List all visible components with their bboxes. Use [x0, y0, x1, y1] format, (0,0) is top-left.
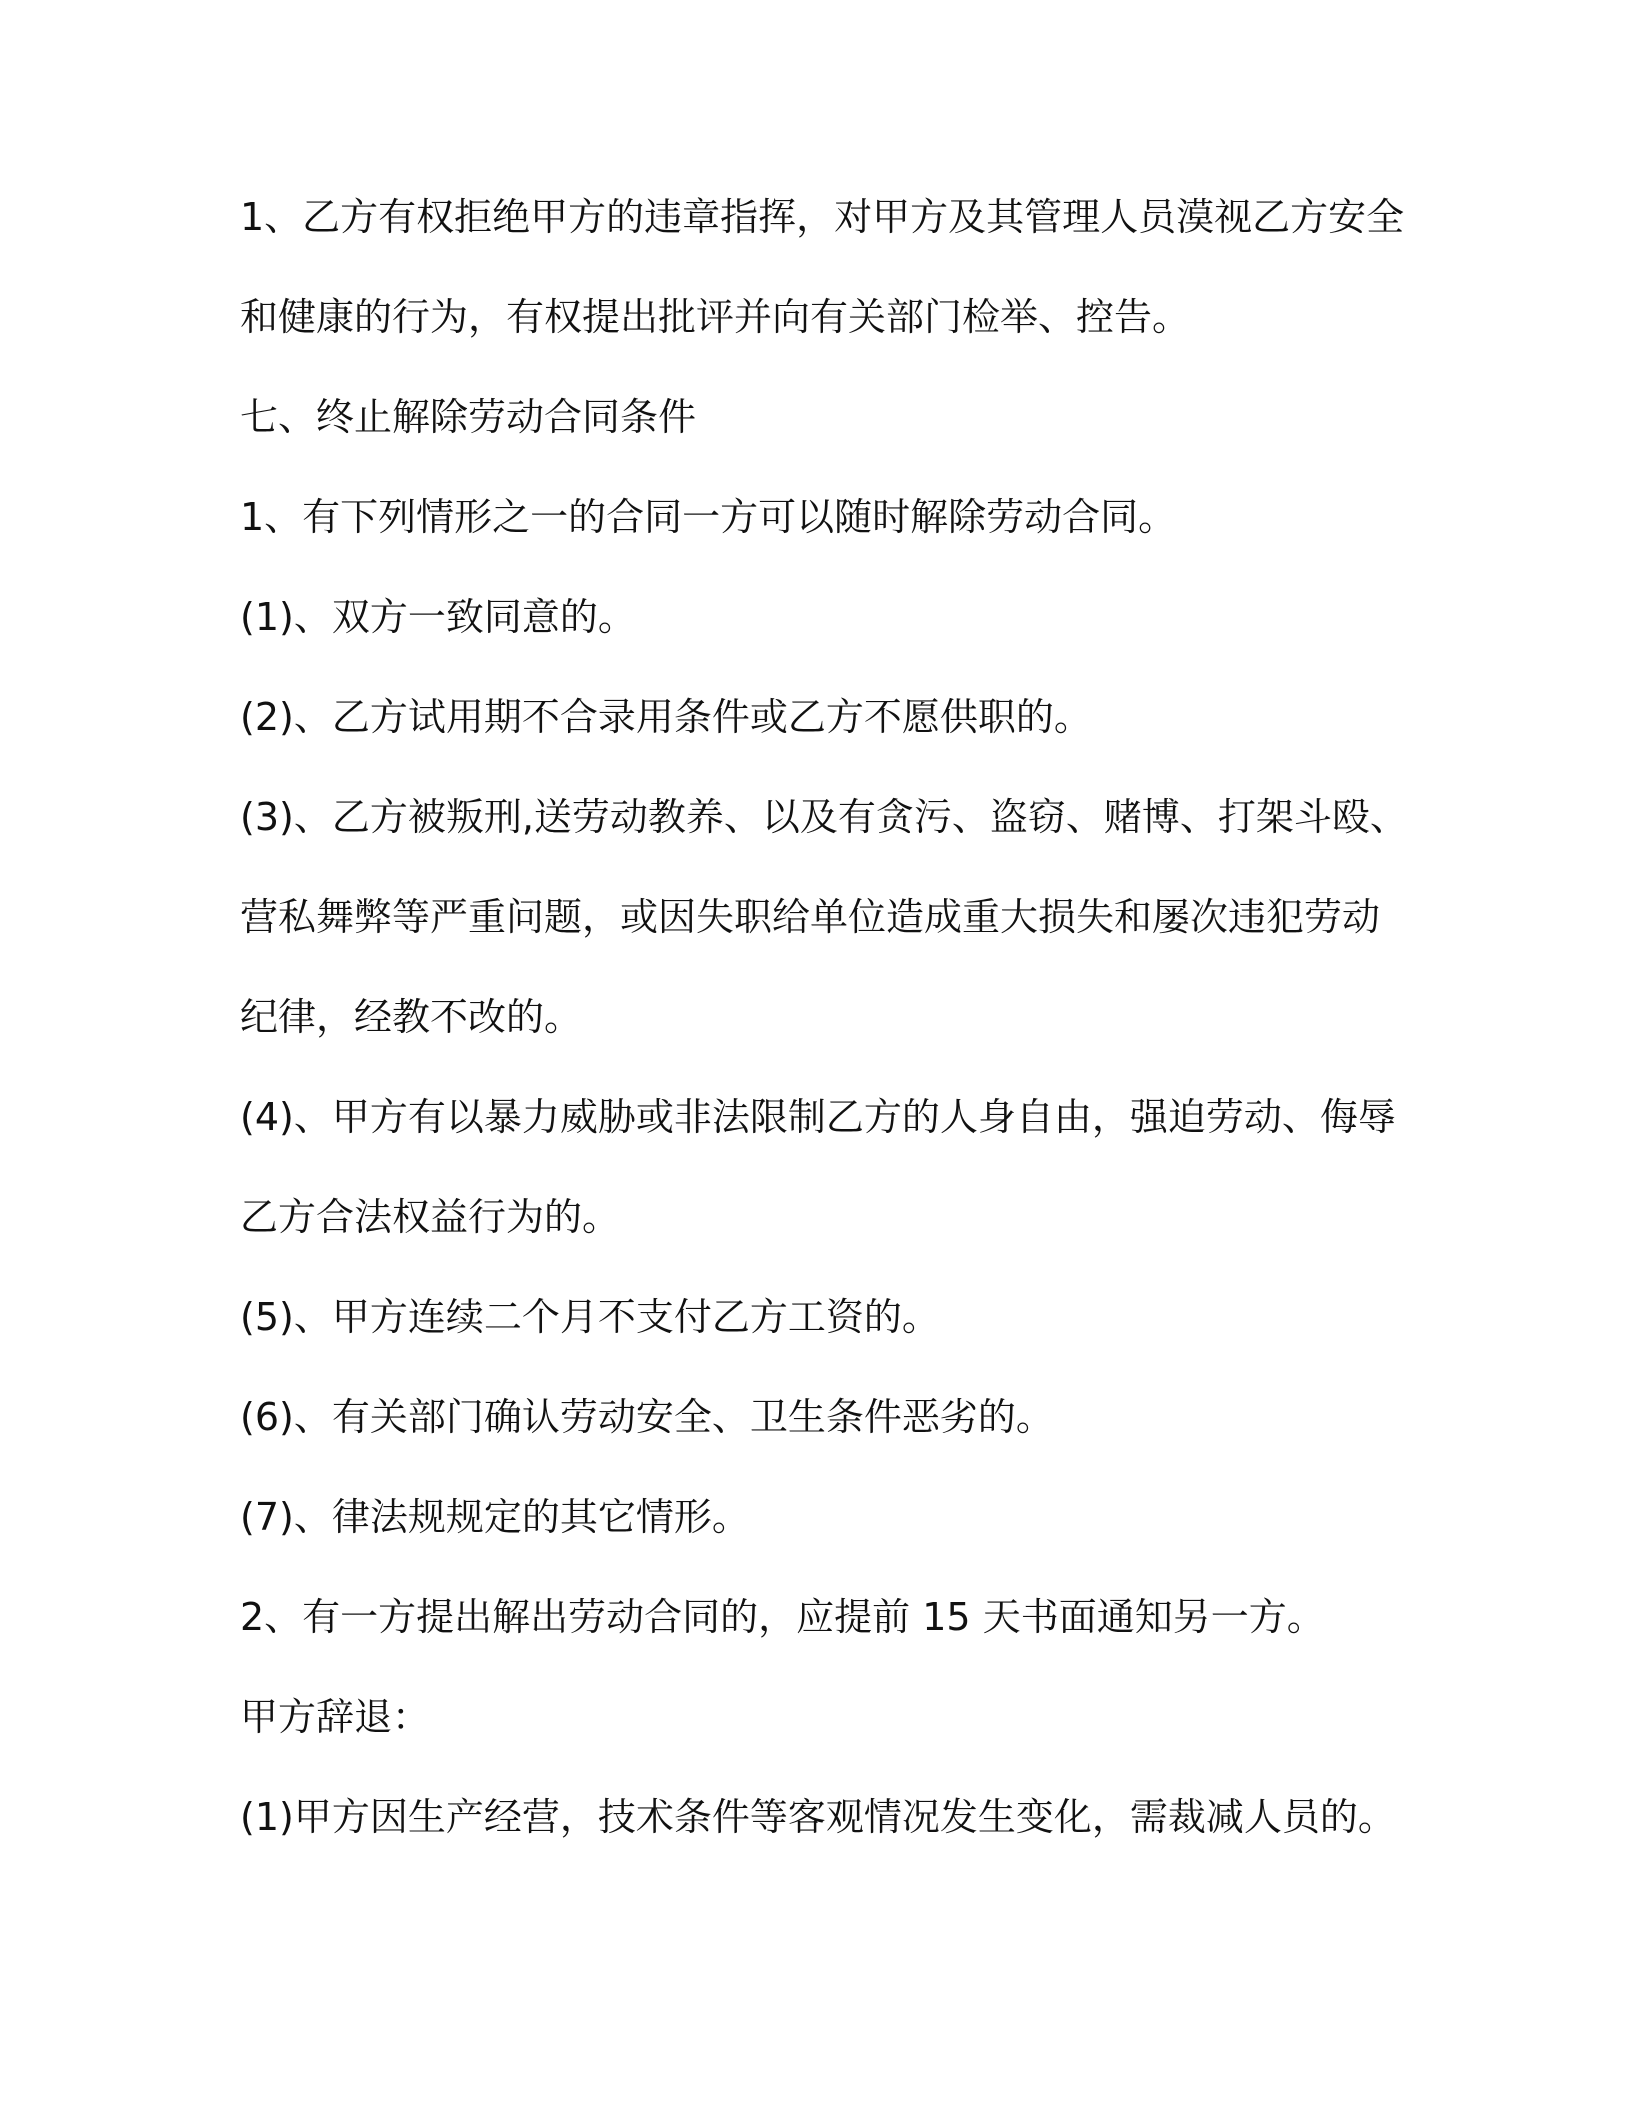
paragraph-line: 1、有下列情形之一的合同一方可以随时解除劳动合同。: [240, 495, 1177, 539]
list-item-continuation: 纪律，经教不改的。: [240, 995, 583, 1039]
list-item: (5)、甲方连续二个月不支付乙方工资的。: [240, 1295, 940, 1339]
list-item: (6)、有关部门确认劳动安全、卫生条件恶劣的。: [240, 1395, 1054, 1439]
list-item: (1)、双方一致同意的。: [240, 595, 636, 639]
list-item: (1)甲方因生产经营，技术条件等客观情况发生变化，需裁减人员的。: [240, 1795, 1396, 1839]
list-item: (4)、甲方有以暴力威胁或非法限制乙方的人身自由，强迫劳动、侮辱: [240, 1095, 1396, 1139]
list-item-continuation: 营私舞弊等严重问题，或因失职给单位造成重大损失和屡次违犯劳动: [240, 895, 1381, 939]
list-item-continuation: 乙方合法权益行为的。: [240, 1195, 621, 1239]
list-item: (2)、乙方试用期不合录用条件或乙方不愿供职的。: [240, 695, 1092, 739]
paragraph-line: 2、有一方提出解出劳动合同的，应提前 15 天书面通知另一方。: [240, 1595, 1325, 1639]
list-item: (3)、乙方被叛刑,送劳动教养、以及有贪污、盗窃、赌博、打架斗殴、: [240, 795, 1408, 839]
paragraph-line: 1、乙方有权拒绝甲方的违章指挥，对甲方及其管理人员漠视乙方安全: [240, 195, 1405, 239]
section-heading: 七、终止解除劳动合同条件: [240, 395, 697, 439]
list-item: (7)、律法规规定的其它情形。: [240, 1495, 750, 1539]
subheading: 甲方辞退：: [240, 1695, 431, 1739]
paragraph-line: 和健康的行为，有权提出批评并向有关部门检举、控告。: [240, 295, 1191, 339]
